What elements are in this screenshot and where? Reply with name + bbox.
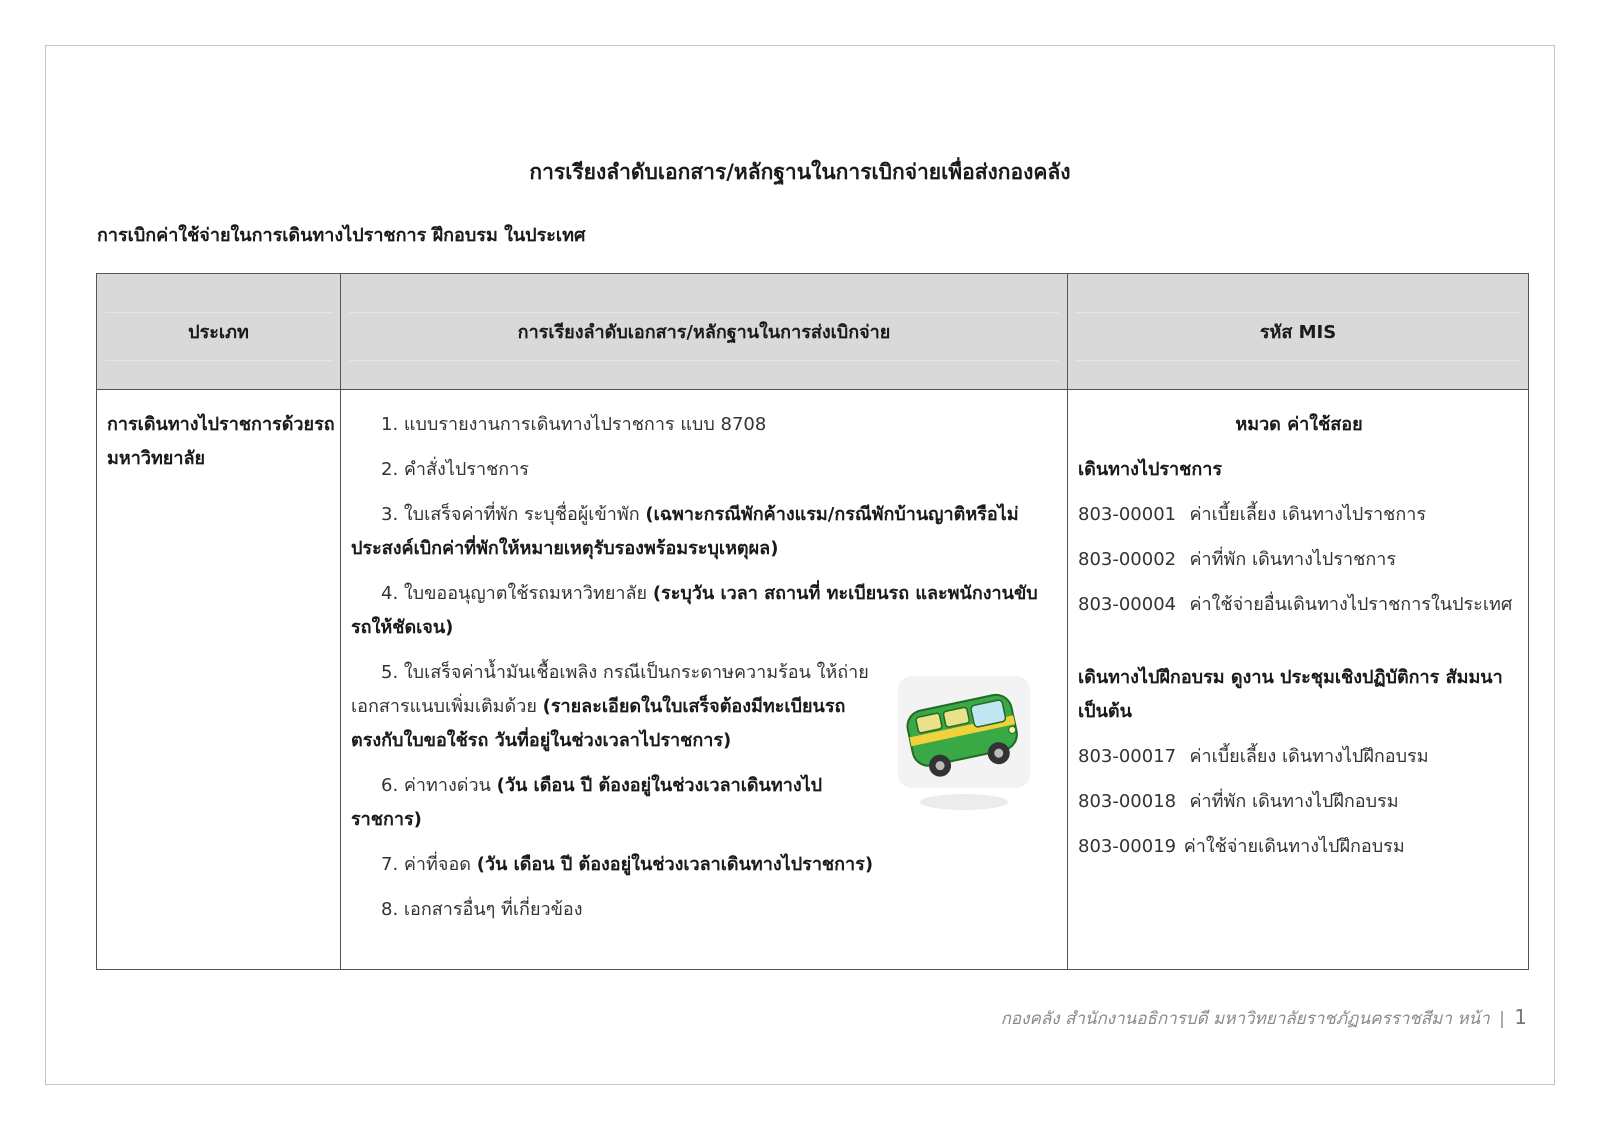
mis-code-row xyxy=(1078,785,1520,819)
document-item-7: 7. ค่าที่จอด (วัน เดือน ปี ต้องอยู่ในช่วงเวลาเดินทางไปราชการ) xyxy=(381,854,874,875)
mis-group-title: เดินทางไปฝึกอบรม ดูงาน ประชุมเชิงปฏิบัติการ สัมมนา เป็นต้น xyxy=(1078,667,1503,722)
document-item-4: 4. ใบขออนุญาตใช้รถมหาวิทยาลัย (ระบุวัน เวลา สถานที่ ทะเบียนรถ และพนักงานขับรถให้ชัดเจน) xyxy=(351,583,1038,638)
document-list xyxy=(351,408,1056,938)
cell-mis xyxy=(1068,390,1528,969)
page-footer xyxy=(1001,1005,1527,1032)
header-rule xyxy=(105,312,332,313)
column-documents xyxy=(341,274,1068,969)
column-type xyxy=(97,274,341,969)
document-item-5-note: (รายละเอียดในใบเสร็จต้องมีทะเบียนรถตรงกับใบขอใช้รถ วันที่อยู่ในช่วงเวลาไปราชการ) xyxy=(351,696,846,751)
mis-code-row xyxy=(1078,740,1520,774)
header-rule xyxy=(1076,360,1520,361)
mis-code-label: ค่าเบี้ยเลี้ยง เดินทางไปราชการ xyxy=(1189,504,1427,525)
header-mis xyxy=(1068,274,1528,390)
mis-code-label: ค่าเบี้ยเลี้ยง เดินทางไปฝึกอบรม xyxy=(1189,746,1429,767)
document-subtitle: การเบิกค่าใช้จ่ายในการเดินทางไปราชการ ฝึกอบรม ในประเทศ xyxy=(97,225,586,246)
header-rule xyxy=(1076,312,1520,313)
footer-text: กองคลัง สำนักงานอธิการบดี มหาวิทยาลัยราชภัฏนครราชสีมา หน้า xyxy=(1000,1009,1490,1029)
header-rule xyxy=(349,360,1059,361)
document-table xyxy=(96,273,1529,970)
document-item-8: 8. เอกสารอื่นๆ ที่เกี่ยวข้อง xyxy=(381,899,583,920)
mis-code-label: ค่าใช้จ่ายอื่นเดินทางไปราชการในประเทศ xyxy=(1189,594,1513,615)
mis-code-row xyxy=(1078,543,1520,577)
mis-code-list xyxy=(1078,408,1520,875)
mis-code-label: ค่าใช้จ่ายเดินทางไปฝึกอบรม xyxy=(1183,836,1405,857)
header-mis-label: รหัส MIS xyxy=(1259,322,1337,343)
header-rule xyxy=(105,360,332,361)
van-illustration xyxy=(894,674,1034,824)
document-item-2: 2. คำสั่งไปราชการ xyxy=(381,459,529,480)
header-documents xyxy=(341,274,1067,390)
header-documents-label: การเรียงลำดับเอกสาร/หลักฐานในการส่งเบิกจ่าย xyxy=(517,322,891,343)
document-item-1: 1. แบบรายงานการเดินทางไปราชการ แบบ 8708 xyxy=(381,414,767,435)
mis-code-label: ค่าที่พัก เดินทางไปฝึกอบรม xyxy=(1189,791,1399,812)
trip-type-label: การเดินทางไปราชการด้วยรถมหาวิทยาลัย xyxy=(107,414,335,469)
mis-code: 803-00004 xyxy=(1078,594,1177,615)
document-title: การเรียงลำดับเอกสาร/หลักฐานในการเบิกจ่ายเพื่อส่งกองคลัง xyxy=(529,160,1071,184)
document-item-6-note: (วัน เดือน ปี ต้องอยู่ในช่วงเวลาเดินทางไปราชการ) xyxy=(351,775,823,830)
cell-type xyxy=(97,390,340,969)
document-item-6: 6. ค่าทางด่วน (วัน เดือน ปี ต้องอยู่ในช่วงเวลาเดินทางไปราชการ) xyxy=(351,775,823,830)
mis-group-title: เดินทางไปราชการ xyxy=(1078,459,1223,480)
mis-code-row xyxy=(1078,588,1520,622)
mis-code-row xyxy=(1078,830,1520,864)
mis-spacer xyxy=(1078,633,1520,661)
footer-separator: | xyxy=(1499,1009,1505,1029)
mis-code: 803-00017 xyxy=(1078,746,1177,767)
document-item-4-note: (ระบุวัน เวลา สถานที่ ทะเบียนรถ และพนักงานขับรถให้ชัดเจน) xyxy=(351,583,1038,638)
header-type xyxy=(97,274,340,390)
header-rule xyxy=(349,312,1059,313)
document-item-3: 3. ใบเสร็จค่าที่พัก ระบุชื่อผู้เข้าพัก (เฉพาะกรณีพักค้างแรม/กรณีพักบ้านญาติหรือไม่ประสงค์เบิกค่าที่พักให้หมายเหตุรับรองพร้อมระบุเหตุผล) xyxy=(351,504,1019,559)
mis-category: หมวด ค่าใช้สอย xyxy=(1235,414,1363,435)
mis-code-row xyxy=(1078,498,1520,532)
page-number: 1 xyxy=(1514,1005,1527,1029)
mis-code-label: ค่าที่พัก เดินทางไปราชการ xyxy=(1189,549,1397,570)
mis-code: 803-00002 xyxy=(1078,549,1177,570)
document-item-7-note: (วัน เดือน ปี ต้องอยู่ในช่วงเวลาเดินทางไปราชการ) xyxy=(476,854,874,875)
header-type-label: ประเภท xyxy=(188,322,249,343)
column-mis xyxy=(1068,274,1528,969)
mis-code: 803-00018 xyxy=(1078,791,1177,812)
mis-code: 803-00001 xyxy=(1078,504,1177,525)
document-item-3-note: (เฉพาะกรณีพักค้างแรม/กรณีพักบ้านญาติหรือไม่ประสงค์เบิกค่าที่พักให้หมายเหตุรับรองพร้อมระบุเหตุผล) xyxy=(351,504,1019,559)
document-item-5: 5. ใบเสร็จค่าน้ำมันเชื้อเพลิง กรณีเป็นกระดาษความร้อน ให้ถ่ายเอกสารแนบเพิ่มเติมด้วย (รายละเอียดในใบเสร็จต้องมีทะเบียนรถตรงกับใบขอใช้รถ วันที่อยู่ในช่วงเวลาไปราชการ) xyxy=(351,662,869,751)
mis-code: 803-00019 xyxy=(1078,836,1177,857)
cell-documents xyxy=(341,390,1067,969)
green-van-icon xyxy=(894,674,1034,824)
